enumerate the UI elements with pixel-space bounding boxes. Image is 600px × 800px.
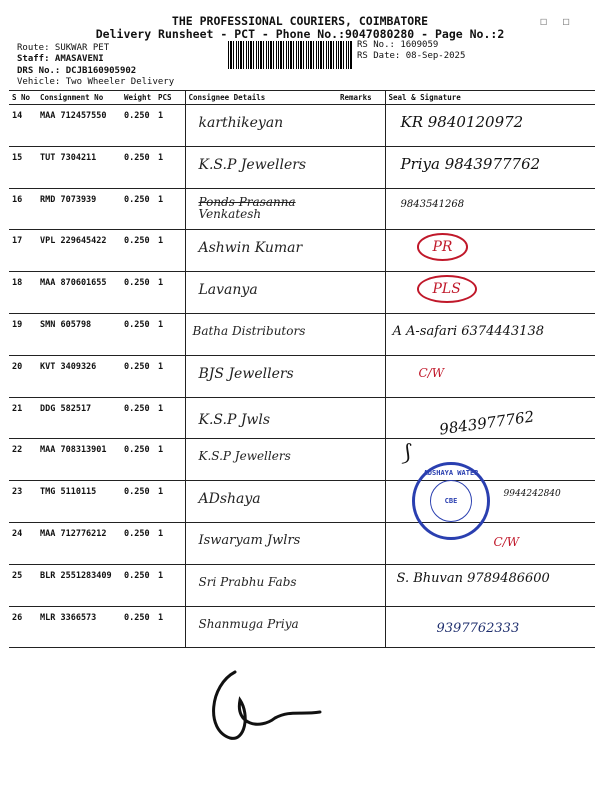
cell-pcs: 1 [155,188,185,230]
cell-remarks [337,564,385,606]
cell-consignment: TUT 7304211 [37,146,121,188]
cell-weight: 0.250 [121,355,155,397]
table-row [9,522,595,564]
cell-consignee [185,522,337,564]
cell-consignee [185,105,337,147]
cell-signature [385,105,595,147]
table-row [9,272,595,314]
barcode [228,41,352,69]
table-row [9,313,595,355]
cell-remarks [337,522,385,564]
cell-consignee [185,481,337,523]
cell-consignee [185,564,337,606]
cell-pcs: 1 [155,355,185,397]
cell-remarks [337,397,385,439]
runner-signature [205,660,325,750]
cell-pcs: 1 [155,397,185,439]
cell-consignee [185,397,337,439]
cell-remarks [337,188,385,230]
cell-consignment: MLR 3366573 [37,606,121,648]
cell-consignment: MAA 870601655 [37,272,121,314]
cell-signature [385,522,595,564]
cell-weight: 0.250 [121,230,155,272]
cell-weight: 0.250 [121,146,155,188]
signature-mark: ⟆ [402,441,412,467]
cell-weight: 0.250 [121,272,155,314]
cell-consignee [185,230,337,272]
consignee-handwriting: Iswaryam Jwlrs [198,532,301,548]
doc-subtitle: Delivery Runsheet - PCT - Phone No.:9047080280 - Page No.:2 [95,27,505,41]
cell-pcs: 1 [155,146,185,188]
signature-text: A A-safari 6374443138 [392,323,544,339]
consignee-handwriting: K.S.P Jwls [198,411,271,428]
cell-remarks [337,313,385,355]
rs-date: RS Date: 08-Sep-2025 [357,51,466,61]
table-row [9,606,595,648]
cell-sno: 17 [9,230,37,272]
signature-text: Priya 9843977762 [400,154,541,173]
cell-consignment: SMN 605798 [37,313,121,355]
cell-pcs: 1 [155,481,185,523]
cell-sno: 26 [9,606,37,648]
cell-consignment: BLR 2551283409 [37,564,121,606]
cell-consignment: VPL 229645422 [37,230,121,272]
cell-consignment: KVT 3409326 [37,355,121,397]
consignee-handwriting: ADshaya [198,491,261,508]
doc-title: THE PROFESSIONAL COURIERS, COIMBATORE [171,14,429,28]
runsheet-table [9,90,595,648]
consignee-handwriting: Shanmuga Priya [198,616,299,631]
cell-sno: 14 [9,105,37,147]
cell-signature [385,230,595,272]
signature-text: 9843977762 [437,407,535,439]
cell-weight: 0.250 [121,188,155,230]
cell-sno: 22 [9,439,37,481]
consignee-struck: Ponds Prasanna [198,194,296,209]
cell-signature [385,564,595,606]
consignee-handwriting: Venkatesh [198,206,262,221]
table-row [9,146,595,188]
cell-consignment: MAA 708313901 [37,439,121,481]
col-remarks: Remarks [337,91,385,105]
corner-marks: ◻ ◻ [540,14,574,28]
cell-sno: 21 [9,397,37,439]
cell-pcs: 1 [155,105,185,147]
signature-text: C/W [418,365,445,380]
consignee-handwriting: Batha Distributors [192,323,306,338]
cell-consignee [185,439,337,481]
table-row [9,355,595,397]
signature-text: 9397762333 [436,620,520,636]
cell-pcs: 1 [155,439,185,481]
cell-consignment: MAA 712457550 [37,105,121,147]
cell-sno: 16 [9,188,37,230]
cell-consignee [185,188,337,230]
cell-sno: 23 [9,481,37,523]
cell-consignee [185,355,337,397]
drs-label: DRS No.: DCJB160905902 [17,66,137,76]
cell-weight: 0.250 [121,105,155,147]
table-row [9,230,595,272]
consignee-handwriting: K.S.P Jewellers [198,156,307,173]
cell-weight: 0.250 [121,522,155,564]
company-seal [412,462,490,540]
cell-weight: 0.250 [121,481,155,523]
signature-text: 9843541268 [400,198,465,210]
col-pcs: PCS [155,91,185,105]
cell-weight: 0.250 [121,397,155,439]
cell-consignment: RMD 7073939 [37,188,121,230]
consignee-handwriting: Lavanya [198,282,258,299]
cell-consignee [185,146,337,188]
cell-consignee [185,313,337,355]
cell-pcs: 1 [155,564,185,606]
staff-label: Staff: AMASAVENI [17,54,104,64]
vehicle-label: Vehicle: Two Wheeler Delivery [17,77,175,87]
cell-sno: 18 [9,272,37,314]
cell-consignment: MAA 712776212 [37,522,121,564]
cell-consignee [185,606,337,648]
cell-signature [385,272,595,314]
seal-center: CBE [430,480,472,522]
table-row [9,439,595,481]
cell-weight: 0.250 [121,606,155,648]
table-row [9,564,595,606]
cell-signature [385,188,595,230]
table-header-row [9,91,595,105]
cell-remarks [337,481,385,523]
col-consignment: Consignment No [37,91,121,105]
cell-weight: 0.250 [121,439,155,481]
signature-text: S. Bhuvan 9789486600 [396,570,550,586]
cell-pcs: 1 [155,230,185,272]
consignee-handwriting: Ashwin Kumar [198,240,303,257]
cell-signature [385,355,595,397]
signature-text: PLS [417,275,477,303]
signature-text: C/W [493,534,520,549]
table-row [9,105,595,147]
rs-number: RS No.: 1609059 [357,40,439,50]
seal-ring-text: ADSHAYA WATER [423,469,479,477]
cell-pcs: 1 [155,522,185,564]
cell-signature [385,146,595,188]
consignee-handwriting: karthikeyan [198,115,284,131]
col-weight: Weight [121,91,155,105]
cell-consignment: TMG 5110115 [37,481,121,523]
cell-remarks [337,606,385,648]
col-consignee: Consignee Details [185,91,337,105]
table-row [9,397,595,439]
cell-pcs: 1 [155,313,185,355]
cell-sno: 19 [9,313,37,355]
cell-sno: 25 [9,564,37,606]
cell-signature [385,606,595,648]
col-seal: Seal & Signature [385,91,595,105]
col-sno: S No [9,91,37,105]
cell-sno: 24 [9,522,37,564]
cell-remarks [337,146,385,188]
cell-consignment: DDG 582517 [37,397,121,439]
cell-pcs: 1 [155,272,185,314]
cell-remarks [337,105,385,147]
cell-signature [385,397,595,439]
cell-remarks [337,230,385,272]
cell-remarks [337,272,385,314]
route-label: Route: SUKWAR PET [17,43,110,53]
cell-weight: 0.250 [121,564,155,606]
signature-text: KR 9840120972 [400,113,524,131]
cell-sno: 20 [9,355,37,397]
signature-text: 9944242840 [503,489,561,500]
consignee-handwriting: BJS Jewellers [198,365,294,382]
consignee-handwriting: Sri Prabhu Fabs [198,574,297,589]
consignee-handwriting: K.S.P Jewellers [198,449,291,464]
cell-sno: 15 [9,146,37,188]
cell-remarks [337,355,385,397]
table-row [9,481,595,523]
cell-consignee [185,272,337,314]
cell-weight: 0.250 [121,313,155,355]
cell-signature [385,313,595,355]
cell-remarks [337,439,385,481]
signature-text: PR [417,233,469,261]
table-row [9,188,595,230]
cell-pcs: 1 [155,606,185,648]
